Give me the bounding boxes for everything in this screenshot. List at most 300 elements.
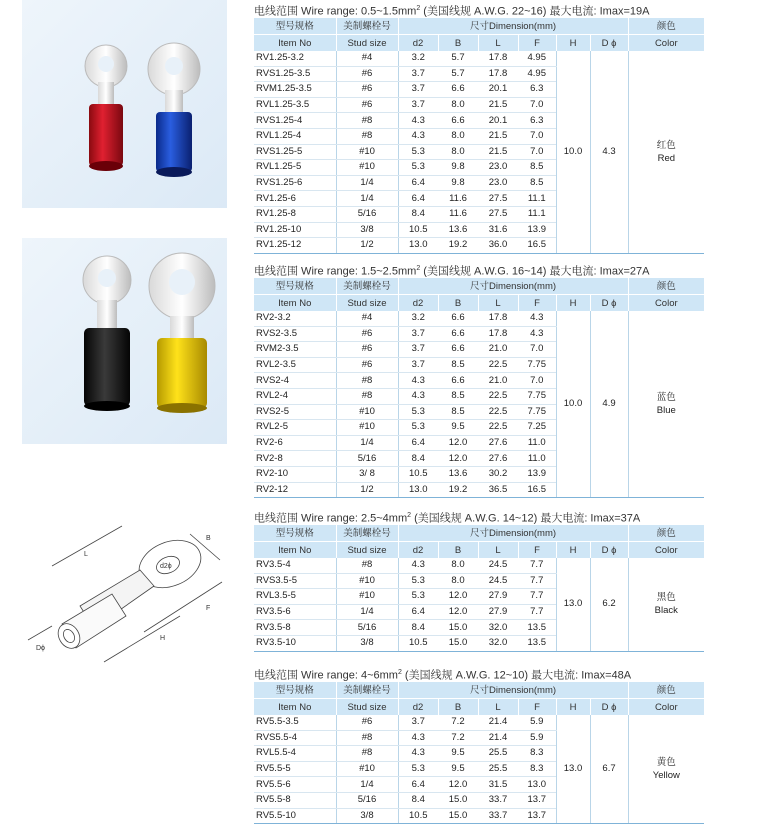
dim-h: 13.0 (556, 558, 590, 651)
dim-value: 22.5 (478, 420, 518, 436)
stud-size: 5/16 (336, 620, 398, 636)
dim-value: 3.7 (398, 326, 438, 342)
dim-value: 4.95 (518, 51, 556, 66)
item-no: RVL2-3.5 (254, 357, 336, 373)
dim-value: 5.7 (438, 51, 478, 66)
dim-value: 3.7 (398, 82, 438, 98)
dim-value: 7.7 (518, 604, 556, 620)
item-no: RVM2-3.5 (254, 342, 336, 358)
stud-size: 5/16 (336, 792, 398, 808)
stud-size: 5/16 (336, 206, 398, 222)
dim-value: 20.1 (478, 113, 518, 129)
stud-size: #6 (336, 82, 398, 98)
header-stud-en: Stud size (336, 295, 398, 312)
dim-value: 7.75 (518, 388, 556, 404)
dim-value: 3.2 (398, 51, 438, 66)
dim-value: 8.3 (518, 761, 556, 777)
header-model-en: Item No (254, 295, 336, 312)
header-stud: 美制螺栓号 (336, 682, 398, 699)
diagram-label-l: L (84, 551, 88, 558)
dim-value: 6.4 (398, 777, 438, 793)
dim-value: 7.0 (518, 128, 556, 144)
item-no: RV3.5-4 (254, 558, 336, 573)
header-color: 颜色 (628, 18, 704, 35)
item-no: RV5.5-8 (254, 792, 336, 808)
item-no: RVL5.5-4 (254, 746, 336, 762)
dim-value: 6.3 (518, 82, 556, 98)
dim-value: 11.1 (518, 206, 556, 222)
header-col-0: d2 (398, 699, 438, 716)
dim-value: 4.3 (398, 113, 438, 129)
dim-value: 6.6 (438, 82, 478, 98)
diagram-label-d: Dϕ (36, 645, 45, 652)
dim-value: 5.3 (398, 420, 438, 436)
item-no: RV3.5-6 (254, 604, 336, 620)
stud-size: #10 (336, 589, 398, 605)
dim-value: 13.5 (518, 635, 556, 651)
header-col-1: B (438, 699, 478, 716)
stud-size: 3/8 (336, 635, 398, 651)
dim-value: 15.0 (438, 792, 478, 808)
stud-size: #10 (336, 160, 398, 176)
dim-value: 11.6 (438, 206, 478, 222)
stud-size: 1/2 (336, 482, 398, 498)
dim-d: 6.7 (590, 715, 628, 824)
color-cell (628, 715, 704, 824)
item-no: RVL1.25-3.5 (254, 97, 336, 113)
dim-value: 21.5 (478, 144, 518, 160)
dim-value: 3.7 (398, 66, 438, 82)
dim-h: 13.0 (556, 715, 590, 824)
dim-value: 17.8 (478, 51, 518, 66)
color-cell (628, 558, 704, 651)
header-col-3: F (518, 699, 556, 716)
dim-value: 17.8 (478, 311, 518, 326)
dim-value: 8.5 (518, 160, 556, 176)
dim-value: 8.0 (438, 573, 478, 589)
stud-size: 1/4 (336, 604, 398, 620)
stud-size: #6 (336, 342, 398, 358)
color-en: Black (654, 605, 678, 617)
dim-value: 3.7 (398, 357, 438, 373)
dim-value: 30.2 (478, 466, 518, 482)
stud-size: #10 (336, 420, 398, 436)
header-model: 型号规格 (254, 682, 336, 699)
dim-value: 13.6 (438, 466, 478, 482)
dim-value: 6.6 (438, 113, 478, 129)
dim-value: 7.2 (438, 715, 478, 730)
dim-value: 27.6 (478, 451, 518, 467)
header-col-4: H (556, 295, 590, 312)
dim-value: 4.95 (518, 66, 556, 82)
dim-value: 19.2 (438, 238, 478, 254)
spec-table (254, 525, 704, 652)
dim-value: 27.5 (478, 191, 518, 207)
table-row (254, 51, 704, 66)
item-no: RVS2-5 (254, 404, 336, 420)
header-col-5: D ϕ (590, 295, 628, 312)
stud-size: #6 (336, 326, 398, 342)
dim-value: 8.4 (398, 451, 438, 467)
dim-value: 20.1 (478, 82, 518, 98)
wire-range-title: 电线范围 Wire range: $0.5\sim 1.5mm^2$ (美国线规 A.W.G. 22~16) 最大电流: Imax=19A (254, 5, 650, 18)
dim-value: 6.6 (438, 373, 478, 389)
header-col-0: d2 (398, 542, 438, 559)
red-blue-terminals-image (22, 0, 227, 208)
color-cn: 红色 (656, 139, 676, 151)
product-photo-black-yellow (22, 238, 227, 444)
dim-d: 6.2 (590, 558, 628, 651)
dim-value: 32.0 (478, 635, 518, 651)
product-photo-red-blue (22, 0, 227, 208)
dim-value: 7.0 (518, 342, 556, 358)
dim-value: 6.4 (398, 435, 438, 451)
spec-section-3 (254, 509, 704, 652)
stud-size: #10 (336, 761, 398, 777)
dim-value: 32.0 (478, 620, 518, 636)
dim-value: 4.3 (398, 388, 438, 404)
header-model-en: Item No (254, 699, 336, 716)
dim-value: 12.0 (438, 589, 478, 605)
dim-value: 22.5 (478, 357, 518, 373)
wire-range-title: 电线范围 Wire range: $4\sim 6mm^2$ (美国线规 A.W.G. 12~10) 最大电流: Imax=48A (254, 669, 632, 682)
dim-value: 7.75 (518, 404, 556, 420)
stud-size: #6 (336, 66, 398, 82)
color-en: Blue (656, 405, 676, 417)
dim-value: 23.0 (478, 175, 518, 191)
dim-value: 3.7 (398, 342, 438, 358)
dim-value: 5.3 (398, 573, 438, 589)
dim-value: 6.4 (398, 604, 438, 620)
dim-value: 31.6 (478, 222, 518, 238)
color-en: Yellow (652, 770, 680, 782)
item-no: RV2-3.2 (254, 311, 336, 326)
dim-value: 23.0 (478, 160, 518, 176)
item-no: RV2-6 (254, 435, 336, 451)
header-col-4: H (556, 35, 590, 52)
dim-value: 10.5 (398, 808, 438, 824)
dim-value: 4.3 (398, 558, 438, 573)
spec-table (254, 18, 704, 254)
header-dimension: 尺寸Dimension(mm) (398, 682, 628, 699)
header-stud: 美制螺栓号 (336, 278, 398, 295)
dim-value: 25.5 (478, 761, 518, 777)
dim-value: 6.6 (438, 311, 478, 326)
item-no: RVS1.25-6 (254, 175, 336, 191)
item-no: RVS1.25-5 (254, 144, 336, 160)
dim-value: 7.25 (518, 420, 556, 436)
dim-d: 4.9 (590, 311, 628, 498)
wire-range-title: 电线范围 Wire range: $1.5\sim 2.5mm^2$ (美国线规 A.W.G. 16~14) 最大电流: Imax=27A (254, 265, 650, 278)
item-no: RV1.25-10 (254, 222, 336, 238)
item-no: RVL2-5 (254, 420, 336, 436)
diagram-label-f: F (206, 605, 211, 612)
dim-value: 24.5 (478, 558, 518, 573)
color-en: Red (657, 152, 676, 164)
header-col-0: d2 (398, 35, 438, 52)
dim-value: 5.3 (398, 160, 438, 176)
header-col-3: F (518, 295, 556, 312)
dim-value: 22.5 (478, 404, 518, 420)
dim-value: 10.5 (398, 222, 438, 238)
header-stud-en: Stud size (336, 35, 398, 52)
item-no: RVM1.25-3.5 (254, 82, 336, 98)
stud-size: 5/16 (336, 451, 398, 467)
dim-value: 5.9 (518, 715, 556, 730)
dim-value: 33.7 (478, 792, 518, 808)
dim-value: 5.3 (398, 144, 438, 160)
dim-value: 27.6 (478, 435, 518, 451)
dim-value: 15.0 (438, 808, 478, 824)
item-no: RV2-8 (254, 451, 336, 467)
stud-size: #8 (336, 113, 398, 129)
item-no: RVS1.25-3.5 (254, 66, 336, 82)
header-color: 颜色 (628, 278, 704, 295)
dim-value: 16.5 (518, 238, 556, 254)
dim-value: 13.5 (518, 620, 556, 636)
dim-value: 6.6 (438, 342, 478, 358)
dim-value: 9.5 (438, 761, 478, 777)
dim-value: 27.9 (478, 589, 518, 605)
header-dimension: 尺寸Dimension(mm) (398, 525, 628, 542)
header-col-3: F (518, 542, 556, 559)
dim-value: 19.2 (438, 482, 478, 498)
dim-value: 3.7 (398, 715, 438, 730)
dimension-diagram (22, 520, 227, 670)
spec-section-2 (254, 262, 704, 498)
dim-value: 6.6 (438, 326, 478, 342)
dim-value: 7.7 (518, 573, 556, 589)
dim-value: 12.0 (438, 451, 478, 467)
item-no: RVL1.25-4 (254, 128, 336, 144)
dim-value: 12.0 (438, 604, 478, 620)
stud-size: #8 (336, 558, 398, 573)
dim-value: 13.0 (398, 482, 438, 498)
dim-value: 9.8 (438, 175, 478, 191)
stud-size: #6 (336, 715, 398, 730)
spec-section-4 (254, 666, 704, 824)
dim-value: 22.5 (478, 388, 518, 404)
dim-value: 13.0 (518, 777, 556, 793)
item-no: RV2-10 (254, 466, 336, 482)
dim-value: 3.7 (398, 97, 438, 113)
header-stud: 美制螺栓号 (336, 18, 398, 35)
dim-value: 12.0 (438, 435, 478, 451)
header-stud-en: Stud size (336, 542, 398, 559)
item-no: RVS1.25-4 (254, 113, 336, 129)
dim-value: 11.0 (518, 451, 556, 467)
header-color: 颜色 (628, 682, 704, 699)
stud-size: #8 (336, 746, 398, 762)
dim-value: 4.3 (398, 746, 438, 762)
dim-value: 12.0 (438, 777, 478, 793)
dim-value: 17.8 (478, 326, 518, 342)
color-cell (628, 51, 704, 253)
header-col-5: D ϕ (590, 35, 628, 52)
item-no: RV1.25-3.2 (254, 51, 336, 66)
dim-value: 7.2 (438, 730, 478, 746)
dim-value: 27.5 (478, 206, 518, 222)
header-col-0: d2 (398, 295, 438, 312)
dim-value: 21.4 (478, 730, 518, 746)
dim-value: 9.8 (438, 160, 478, 176)
item-no: RV5.5-6 (254, 777, 336, 793)
header-col-2: L (478, 295, 518, 312)
dim-h: 10.0 (556, 311, 590, 498)
dim-value: 4.3 (398, 128, 438, 144)
dim-value: 13.9 (518, 222, 556, 238)
dim-value: 4.3 (398, 373, 438, 389)
stud-size: 1/4 (336, 777, 398, 793)
header-col-2: L (478, 35, 518, 52)
header-color-en: Color (628, 542, 704, 559)
dim-value: 16.5 (518, 482, 556, 498)
header-col-2: L (478, 542, 518, 559)
stud-size: #6 (336, 97, 398, 113)
dim-value: 7.0 (518, 144, 556, 160)
diagram-label-b: B (206, 535, 211, 542)
spec-table (254, 682, 704, 824)
header-col-4: H (556, 699, 590, 716)
table-row (254, 558, 704, 573)
dim-value: 8.4 (398, 206, 438, 222)
dim-value: 21.0 (478, 342, 518, 358)
stud-size: 1/4 (336, 191, 398, 207)
spec-section-1 (254, 2, 704, 254)
stud-size: #10 (336, 404, 398, 420)
dim-value: 6.4 (398, 191, 438, 207)
wire-range-title: 电线范围 Wire range: $2.5\sim 4mm^2$ (美国线规 A.W.G. 14~12) 最大电流: Imax=37A (254, 512, 641, 525)
dim-value: 15.0 (438, 620, 478, 636)
dim-value: 21.4 (478, 715, 518, 730)
dim-value: 4.3 (398, 730, 438, 746)
dim-value: 8.5 (438, 357, 478, 373)
dim-value: 10.5 (398, 466, 438, 482)
stud-size: #8 (336, 388, 398, 404)
dim-value: 31.5 (478, 777, 518, 793)
dim-value: 7.7 (518, 589, 556, 605)
dim-value: 13.0 (398, 238, 438, 254)
dim-value: 7.75 (518, 357, 556, 373)
dim-value: 7.7 (518, 558, 556, 573)
header-model: 型号规格 (254, 525, 336, 542)
item-no: RV5.5-5 (254, 761, 336, 777)
item-no: RV1.25-6 (254, 191, 336, 207)
dim-value: 8.4 (398, 792, 438, 808)
header-dimension: 尺寸Dimension(mm) (398, 278, 628, 295)
stud-size: 3/8 (336, 808, 398, 824)
color-cn: 蓝色 (656, 392, 676, 404)
black-yellow-terminals-image (22, 238, 227, 444)
header-col-3: F (518, 35, 556, 52)
dim-value: 11.0 (518, 435, 556, 451)
item-no: RVL2-4 (254, 388, 336, 404)
item-no: RV1.25-8 (254, 206, 336, 222)
dim-value: 8.0 (438, 558, 478, 573)
item-no: RV2-12 (254, 482, 336, 498)
header-model-en: Item No (254, 542, 336, 559)
item-no: RV3.5-8 (254, 620, 336, 636)
dim-value: 21.5 (478, 97, 518, 113)
dim-value: 8.4 (398, 620, 438, 636)
dim-value: 13.6 (438, 222, 478, 238)
dim-value: 6.4 (398, 175, 438, 191)
stud-size: 3/8 (336, 222, 398, 238)
header-col-5: D ϕ (590, 542, 628, 559)
stud-size: #8 (336, 373, 398, 389)
header-col-1: B (438, 542, 478, 559)
stud-size: 1/4 (336, 435, 398, 451)
dim-value: 8.5 (438, 388, 478, 404)
header-color: 颜色 (628, 525, 704, 542)
dim-h: 10.0 (556, 51, 590, 253)
dim-value: 36.5 (478, 482, 518, 498)
stud-size: #10 (336, 144, 398, 160)
color-cell (628, 311, 704, 498)
stud-size: #8 (336, 730, 398, 746)
dim-value: 8.0 (438, 144, 478, 160)
dim-value: 13.9 (518, 466, 556, 482)
header-color-en: Color (628, 35, 704, 52)
dim-value: 8.5 (518, 175, 556, 191)
dim-value: 11.6 (438, 191, 478, 207)
dim-value: 21.0 (478, 373, 518, 389)
dim-value: 13.7 (518, 792, 556, 808)
header-model: 型号规格 (254, 18, 336, 35)
dim-value: 3.2 (398, 311, 438, 326)
header-col-5: D ϕ (590, 699, 628, 716)
item-no: RVS3.5-5 (254, 573, 336, 589)
stud-size: 1/2 (336, 238, 398, 254)
color-cn: 黄色 (656, 757, 676, 769)
dim-value: 11.1 (518, 191, 556, 207)
dim-value: 8.0 (438, 97, 478, 113)
item-no: RVS5.5-4 (254, 730, 336, 746)
dim-value: 9.5 (438, 746, 478, 762)
header-col-2: L (478, 699, 518, 716)
stud-size: #4 (336, 311, 398, 326)
stud-size: #4 (336, 51, 398, 66)
header-col-4: H (556, 542, 590, 559)
header-color-en: Color (628, 699, 704, 716)
dim-value: 5.3 (398, 404, 438, 420)
item-no: RV3.5-10 (254, 635, 336, 651)
stud-size: 3/ 8 (336, 466, 398, 482)
header-col-1: B (438, 295, 478, 312)
item-no: RVS2-3.5 (254, 326, 336, 342)
header-stud-en: Stud size (336, 699, 398, 716)
dim-value: 5.9 (518, 730, 556, 746)
item-no: RVL1.25-5 (254, 160, 336, 176)
dim-value: 8.5 (438, 404, 478, 420)
dim-value: 8.3 (518, 746, 556, 762)
item-no: RV1.25-12 (254, 238, 336, 254)
header-dimension: 尺寸Dimension(mm) (398, 18, 628, 35)
dim-value: 5.3 (398, 761, 438, 777)
dim-value: 7.0 (518, 97, 556, 113)
header-stud: 美制螺栓号 (336, 525, 398, 542)
table-row (254, 715, 704, 730)
dim-value: 5.7 (438, 66, 478, 82)
item-no: RVS2-4 (254, 373, 336, 389)
dim-value: 8.0 (438, 128, 478, 144)
spec-table (254, 278, 704, 498)
header-model-en: Item No (254, 35, 336, 52)
dim-value: 10.5 (398, 635, 438, 651)
header-model: 型号规格 (254, 278, 336, 295)
dim-value: 13.7 (518, 808, 556, 824)
stud-size: #8 (336, 128, 398, 144)
